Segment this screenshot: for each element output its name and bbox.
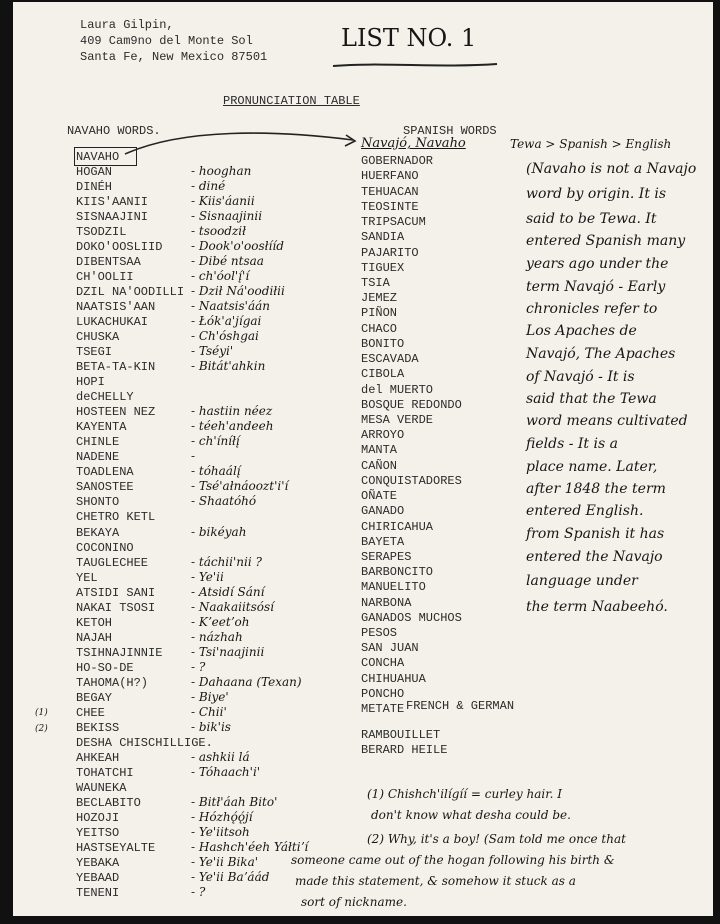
- side-note-line: years ago under the: [526, 256, 669, 272]
- side-note-line: after 1848 the term: [526, 481, 666, 497]
- spanish-word: MESA VERDE: [361, 412, 434, 427]
- side-note-line: word by origin. It is: [526, 186, 667, 202]
- navaho-pronunciation: - Ye'ii Baʼáád: [191, 869, 270, 884]
- footnote-line: (1) Chishch'ilígíí = curley hair. I: [367, 787, 562, 801]
- side-note-line: Tewa > Spanish > English: [510, 137, 672, 151]
- spanish-word: PONCHO: [361, 686, 405, 701]
- navaho-pronunciation: - ashkii lá: [191, 749, 250, 764]
- navaho-word: CHETRO KETL: [76, 510, 156, 525]
- spanish-word: CAÑON: [361, 458, 398, 473]
- side-note-line: (Navaho is not a Navajo: [526, 161, 697, 177]
- navaho-word: LUKACHUKAI: [76, 315, 149, 330]
- navaho-pronunciation: - Naakaiitsósí: [191, 599, 274, 614]
- navaho-word: NAJAH: [76, 630, 113, 645]
- navaho-word: CHEE: [76, 705, 105, 720]
- navaho-word: NAVAHO: [76, 150, 120, 164]
- navaho-word: AHKEAH: [76, 750, 120, 765]
- side-note-line: fields - It is a: [526, 436, 618, 452]
- spanish-header: SPANISH WORDS: [403, 124, 497, 138]
- spanish-word: ARROYO: [361, 428, 405, 443]
- side-note-line: chronicles refer to: [526, 301, 658, 317]
- navaho-word: DESHA CHISCHILLIGE.: [76, 735, 213, 750]
- navaho-word: BECLABITO: [76, 795, 141, 810]
- footnote-marker: (1): [35, 708, 48, 718]
- footnote-line: sort of nickname.: [301, 895, 407, 909]
- side-note-line: term Navajó - Early: [526, 279, 666, 295]
- side-note-line: from Spanish it has: [526, 526, 665, 542]
- navaho-pronunciation: - ch'íníłį́: [191, 434, 240, 449]
- navaho-word: BEKAYA: [76, 525, 120, 540]
- navaho-word: ATSIDI SANI: [76, 585, 156, 600]
- side-note-line: word means cultivated: [526, 413, 688, 429]
- navaho-word: TSEGI: [76, 345, 113, 360]
- footnote-line: (2) Why, it's a boy! (Sam told me once that: [367, 832, 626, 846]
- navaho-word: TAHOMA(H?): [76, 675, 149, 690]
- french-german-header: FRENCH & GERMAN: [406, 699, 515, 713]
- navaho-pronunciation: - Dibé ntsaa: [191, 254, 264, 269]
- address-line-1: Laura Gilpin,: [80, 18, 174, 32]
- spanish-word: Navajó, Navaho: [361, 136, 466, 151]
- navaho-pronunciation: - diné: [191, 179, 226, 194]
- navaho-word: TOADLENA: [76, 465, 134, 480]
- navaho-pronunciation: - Łók'a'jígai: [191, 314, 262, 329]
- navaho-word: HOSTEEN NEZ: [76, 405, 156, 420]
- navaho-word: NAATSIS'AAN: [76, 300, 156, 315]
- navaho-word: YEBAKA: [76, 855, 120, 870]
- navaho-pronunciation: - Tséyi': [191, 344, 234, 359]
- spanish-word: TSIA: [361, 275, 390, 290]
- spanish-word: TIGUEX: [361, 260, 405, 275]
- navaho-pronunciation: - Chii': [191, 704, 227, 719]
- footnote-marker: (2): [35, 724, 48, 734]
- navaho-pronunciation: - hooghan: [191, 164, 252, 179]
- spanish-word: del MUERTO: [361, 382, 434, 397]
- address-line-2: 409 Cam9no del Monte Sol: [80, 34, 253, 48]
- spanish-word: SERAPES: [361, 549, 412, 564]
- footnote-line: made this statement, & somehow it stuck as a: [295, 874, 576, 888]
- list-title: LIST NO. 1: [341, 24, 477, 52]
- spanish-word: CHACO: [361, 321, 398, 336]
- navaho-word: deCHELLY: [76, 390, 134, 405]
- spanish-word: NARBONA: [361, 595, 412, 610]
- spanish-word: TRIPSACUM: [361, 215, 426, 230]
- navaho-word: HASTSEYALTE: [76, 840, 156, 855]
- navaho-pronunciation: - Tsé'ałnáoozt'i'í: [191, 479, 289, 494]
- spanish-word: TEHUACAN: [361, 184, 419, 199]
- navaho-word: HO-SO-DE: [76, 660, 134, 675]
- navaho-pronunciation: - Hózhǫ́ǫ́jí: [191, 809, 253, 824]
- navaho-pronunciation: - Tóhaach'i': [191, 764, 261, 779]
- side-note-line: said to be Tewa. It: [526, 211, 657, 227]
- spanish-word: CHIHUAHUA: [361, 671, 426, 686]
- navaho-word: HOZOJI: [76, 810, 120, 825]
- navaho-word: DIBENTSAA: [76, 255, 141, 270]
- navaho-pronunciation: - Ye'ii: [191, 569, 224, 584]
- navaho-word: TAUGLECHEE: [76, 555, 149, 570]
- document-page: [13, 2, 713, 916]
- side-note-line: language under: [526, 573, 638, 589]
- navaho-pronunciation: - ch'óol'į́'í: [191, 269, 250, 284]
- spanish-word: SANDIA: [361, 230, 405, 245]
- navaho-word: KIIS'AANII: [76, 195, 149, 210]
- navaho-header: NAVAHO WORDS.: [67, 124, 161, 138]
- spanish-word: ESCAVADA: [361, 352, 419, 367]
- navaho-word: COCONINO: [76, 540, 134, 555]
- navaho-pronunciation: - téeh'andeeh: [191, 419, 274, 434]
- spanish-word: MANTA: [361, 443, 398, 458]
- navaho-word: CHINLE: [76, 435, 120, 450]
- side-note-line: entered the Navajo: [526, 549, 663, 565]
- navaho-pronunciation: - táchii'nii ?: [191, 554, 262, 569]
- address-line-3: Santa Fe, New Mexico 87501: [80, 50, 268, 64]
- navaho-word: BEGAY: [76, 690, 113, 705]
- navaho-word: WAUNEKA: [76, 780, 127, 795]
- navaho-pronunciation: - Ye'ii Bika': [191, 854, 259, 869]
- french-german-word: RAMBOUILLET: [361, 728, 441, 742]
- navaho-word: HOPI: [76, 375, 105, 390]
- navaho-pronunciation: - Kʼeetʼoh: [191, 614, 250, 629]
- spanish-word: GANADOS MUCHOS: [361, 610, 462, 625]
- navaho-word: KETOH: [76, 615, 113, 630]
- side-note-line: place name. Later,: [526, 459, 658, 475]
- navaho-word: BETA-TA-KIN: [76, 360, 156, 375]
- spanish-word: PESOS: [361, 626, 398, 641]
- navaho-word: DOKO'OOSLIID: [76, 240, 163, 255]
- navaho-word: CHUSKA: [76, 330, 120, 345]
- spanish-word: BOSQUE REDONDO: [361, 397, 462, 412]
- footnote-line: don't know what desha could be.: [371, 808, 571, 822]
- spanish-word: JEMEZ: [361, 291, 398, 306]
- navaho-pronunciation: - Tsi'naajinii: [191, 644, 265, 659]
- navaho-pronunciation: - hastiin néez: [191, 404, 273, 419]
- navaho-word: DZIL NA'OODILLI: [76, 285, 185, 300]
- spanish-word: SAN JUAN: [361, 641, 419, 656]
- navaho-pronunciation: - názhah: [191, 629, 243, 644]
- navaho-word: HOGAN: [76, 165, 113, 180]
- table-title: PRONUNCIATION TABLE: [223, 94, 360, 108]
- spanish-word: CONQUISTADORES: [361, 473, 462, 488]
- navaho-word: TOHATCHI: [76, 765, 134, 780]
- navaho-pronunciation: - Atsidí Sání: [191, 584, 265, 599]
- navaho-word: BEKISS: [76, 720, 120, 735]
- navaho-word: SHONTO: [76, 495, 120, 510]
- navaho-pronunciation: - Bitł'áah Bito': [191, 794, 278, 809]
- side-note-line: the term Naabeehó.: [526, 599, 668, 615]
- spanish-word: CONCHA: [361, 656, 405, 671]
- navaho-word: TSIHNAJINNIE: [76, 645, 163, 660]
- side-note-line: entered Spanish many: [526, 233, 686, 249]
- side-note-line: said that the Tewa: [526, 391, 657, 407]
- navaho-word: DINÉH: [76, 180, 113, 195]
- navaho-word: YEL: [76, 570, 98, 585]
- navaho-word: YEITSO: [76, 825, 120, 840]
- navaho-pronunciation: - tóhaálį́: [191, 464, 241, 479]
- french-german-word: BERARD HEILE: [361, 743, 448, 757]
- navaho-pronunciation: - bik'is: [191, 719, 231, 734]
- navaho-pronunciation: - Dahaana (Texan): [191, 674, 302, 689]
- navaho-pronunciation: - ?: [191, 884, 206, 899]
- navaho-pronunciation: - tsoodził: [191, 224, 247, 239]
- spanish-word: GANADO: [361, 504, 405, 519]
- spanish-word: OÑATE: [361, 489, 398, 504]
- navaho-pronunciation: - Dook'o'oosłííd: [191, 239, 284, 254]
- navaho-pronunciation: - Kiis'áanii: [191, 194, 255, 209]
- navaho-pronunciation: - Sisnaajinii: [191, 209, 263, 224]
- spanish-word: MANUELITO: [361, 580, 426, 595]
- spanish-word: HUERFANO: [361, 169, 419, 184]
- navaho-pronunciation: - Naatsis'áán: [191, 299, 270, 314]
- spanish-word: PAJARITO: [361, 245, 419, 260]
- spanish-word: PIÑON: [361, 306, 398, 321]
- navaho-word: TENENI: [76, 885, 120, 900]
- spanish-word: TEOSINTE: [361, 199, 419, 214]
- navaho-word: SANOSTEE: [76, 480, 134, 495]
- navaho-pronunciation: - Biye': [191, 689, 229, 704]
- navaho-word: KAYENTA: [76, 420, 127, 435]
- navaho-pronunciation: - Bitát'ahkin: [191, 359, 266, 374]
- navaho-pronunciation: - ?: [191, 659, 206, 674]
- navaho-word: NADENE: [76, 450, 120, 465]
- navaho-pronunciation: - Shaatóhó: [191, 494, 257, 509]
- spanish-word: BARBONCITO: [361, 565, 434, 580]
- navaho-pronunciation: - bikéyah: [191, 524, 247, 539]
- spanish-word: CIBOLA: [361, 367, 405, 382]
- navaho-pronunciation: - Hashch'éeh Yáłtiʼí: [191, 839, 309, 854]
- navaho-word: SISNAAJINI: [76, 210, 149, 225]
- spanish-word: GOBERNADOR: [361, 154, 434, 169]
- navaho-pronunciation: - Dził Ná'oodiłii: [191, 284, 285, 299]
- navaho-word: NAKAI TSOSI: [76, 600, 156, 615]
- side-note-line: Navajó, The Apaches: [526, 346, 676, 362]
- navaho-word: YEBAAD: [76, 870, 120, 885]
- side-note-line: of Navajó - It is: [526, 369, 635, 385]
- side-note-line: entered English.: [526, 503, 644, 519]
- navaho-word: CH'OOLII: [76, 270, 134, 285]
- navaho-pronunciation: - Ch'óshgai: [191, 329, 259, 344]
- footnote-line: someone came out of the hogan following his birth &: [291, 853, 615, 867]
- navaho-word: TSODZIL: [76, 225, 127, 240]
- navaho-pronunciation: - Ye'iitsoh: [191, 824, 250, 839]
- spanish-word: BAYETA: [361, 534, 405, 549]
- spanish-word: CHIRICAHUA: [361, 519, 434, 534]
- side-note-line: Los Apaches de: [526, 323, 637, 339]
- navaho-pronunciation: -: [191, 449, 196, 464]
- spanish-word: BONITO: [361, 336, 405, 351]
- spanish-word: METATE: [361, 702, 405, 717]
